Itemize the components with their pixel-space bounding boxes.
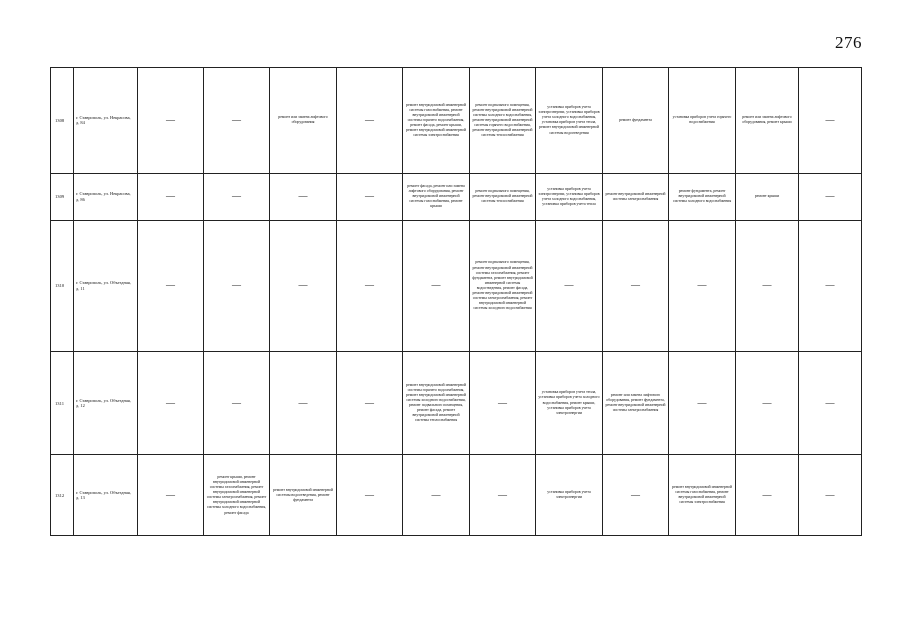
repair-works-cell: ремонт крыши xyxy=(736,173,799,220)
empty-dash-cell: — xyxy=(138,173,204,220)
repair-works-cell: ремонт фасада, ремонт или замена лифтового оборудования, ремонт внутридомовой инженерной системы газоснабжения, ремонт крыши xyxy=(403,173,470,220)
row-number: 1312 xyxy=(51,455,74,536)
empty-dash-cell: — xyxy=(603,220,669,351)
empty-dash-cell: — xyxy=(669,351,736,455)
address-cell: г. Ставрополь, ул. Объездная, д. 13 xyxy=(74,455,138,536)
table-row xyxy=(51,351,862,455)
empty-dash-cell: — xyxy=(799,68,862,174)
empty-dash-cell: — xyxy=(337,351,403,455)
repair-schedule-table xyxy=(50,67,862,536)
table-row xyxy=(51,455,862,536)
empty-dash-cell: — xyxy=(204,68,270,174)
empty-dash-cell: — xyxy=(736,455,799,536)
empty-dash-cell: — xyxy=(799,351,862,455)
row-number: 1310 xyxy=(51,220,74,351)
row-number: 1309 xyxy=(51,173,74,220)
empty-dash-cell: — xyxy=(138,455,204,536)
repair-works-cell: ремонт подвального помещения, ремонт внутридомовой инженерной системы газоснабжения, ремонт фундамента, ремонт внутридомовой инженерной системы водоотведения, ремонт фасада, ремонт внутридомовой инженерной системы электроснабжения, ремонт внутридомовой инженерной системы холодного водоснабжения xyxy=(470,220,536,351)
empty-dash-cell: — xyxy=(603,455,669,536)
repair-works-cell: ремонт внутридомовой инженерной системы газоснабжения, ремонт внутридомовой инженерной системы электроснабжения xyxy=(669,455,736,536)
repair-works-cell: установка приборов учета электроэнергии, установка приборов учета холодного водоснабжения, установка приборов учета тепла, ремонт внутридомовой инженерной системы водоотведения xyxy=(536,68,603,174)
repair-works-cell: ремонт или замена лифтового оборудования, ремонт крыши xyxy=(736,68,799,174)
empty-dash-cell: — xyxy=(270,220,337,351)
empty-dash-cell: — xyxy=(270,173,337,220)
repair-works-cell: установка приборов учета электроэнергии xyxy=(536,455,603,536)
repair-works-cell: ремонт фундамента xyxy=(603,68,669,174)
empty-dash-cell: — xyxy=(403,455,470,536)
address-cell: г. Ставрополь, ул. Некрасова, д. 84 xyxy=(74,68,138,174)
empty-dash-cell: — xyxy=(204,351,270,455)
empty-dash-cell: — xyxy=(470,351,536,455)
repair-works-cell: ремонт подвального помещения, ремонт внутридомовой инженерной системы холодного водоснабжения, ремонт внутридомовой инженерной системы горячего водоснабжения, ремонт внутридомовой инженерной системы теплоснабжения xyxy=(470,68,536,174)
repair-works-cell: ремонт внутридомовой инженерной системы электроснабжения xyxy=(603,173,669,220)
empty-dash-cell: — xyxy=(337,68,403,174)
table-row xyxy=(51,68,862,174)
repair-works-cell: ремонт внутридомовой инженерной системы горячего водоснабжения, ремонт внутридомовой инженерной системы холодного водоснабжения, ремонт подвального помещения, ремонт фасада, ремонт внутридомовой инженерной системы теплоснабжения xyxy=(403,351,470,455)
empty-dash-cell: — xyxy=(536,220,603,351)
empty-dash-cell: — xyxy=(736,220,799,351)
empty-dash-cell: — xyxy=(337,220,403,351)
empty-dash-cell: — xyxy=(470,455,536,536)
repair-works-cell: ремонт или замена лифтового оборудования, ремонт фундамента, ремонт внутридомовой инженерной системы электроснабжения xyxy=(603,351,669,455)
empty-dash-cell: — xyxy=(270,351,337,455)
repair-works-cell: установка приборов учета горячего водоснабжения xyxy=(669,68,736,174)
empty-dash-cell: — xyxy=(799,455,862,536)
page-number: 276 xyxy=(835,33,862,52)
empty-dash-cell: — xyxy=(138,68,204,174)
repair-works-cell: ремонт крыши, ремонт внутридомовой инженерной системы газоснабжения, ремонт внутридомовой инженерной системы электроснабжения, ремонт внутридомовой инженерной системы холодного водоснабжения, ремонт фасада xyxy=(204,455,270,536)
repair-works-cell: ремонт внутридомовой инженерной системы газоснабжения, ремонт внутридомовой инженерной системы горячего водоснабжения, ремонт фасада, ремонт крыши, ремонт внутридомовой инженерной системы электроснабжения xyxy=(403,68,470,174)
empty-dash-cell: — xyxy=(204,173,270,220)
empty-dash-cell: — xyxy=(204,220,270,351)
repair-works-cell: установка приборов учета тепла, установка приборов учета холодного водоснабжения, ремонт крыши, установка приборов учета электроэнергии xyxy=(536,351,603,455)
empty-dash-cell: — xyxy=(799,173,862,220)
empty-dash-cell: — xyxy=(736,351,799,455)
address-cell: г. Ставрополь, ул. Объездная, д. 12 xyxy=(74,351,138,455)
empty-dash-cell: — xyxy=(403,220,470,351)
row-number: 1311 xyxy=(51,351,74,455)
repair-works-cell: ремонт подвального помещения, ремонт внутридомовой инженерной системы теплоснабжения xyxy=(470,173,536,220)
empty-dash-cell: — xyxy=(799,220,862,351)
table-row xyxy=(51,173,862,220)
repair-works-cell: ремонт фундамента, ремонт внутридомовой инженерной системы холодного водоснабжения xyxy=(669,173,736,220)
empty-dash-cell: — xyxy=(138,351,204,455)
repair-works-cell: ремонт или замена лифтового оборудования xyxy=(270,68,337,174)
table-row xyxy=(51,220,862,351)
repair-works-cell: установка приборов учета электроэнергии, установка приборов учета холодного водоснабжения, установка приборов учета тепла xyxy=(536,173,603,220)
address-cell: г. Ставрополь, ул. Объездная, д. 11 xyxy=(74,220,138,351)
empty-dash-cell: — xyxy=(337,173,403,220)
address-cell: г. Ставрополь, ул. Некрасова, д. 86 xyxy=(74,173,138,220)
row-number: 1308 xyxy=(51,68,74,174)
empty-dash-cell: — xyxy=(138,220,204,351)
repair-works-cell: ремонт внутридомовой инженерной системы водоотведения, ремонт фундамента xyxy=(270,455,337,536)
empty-dash-cell: — xyxy=(669,220,736,351)
empty-dash-cell: — xyxy=(337,455,403,536)
